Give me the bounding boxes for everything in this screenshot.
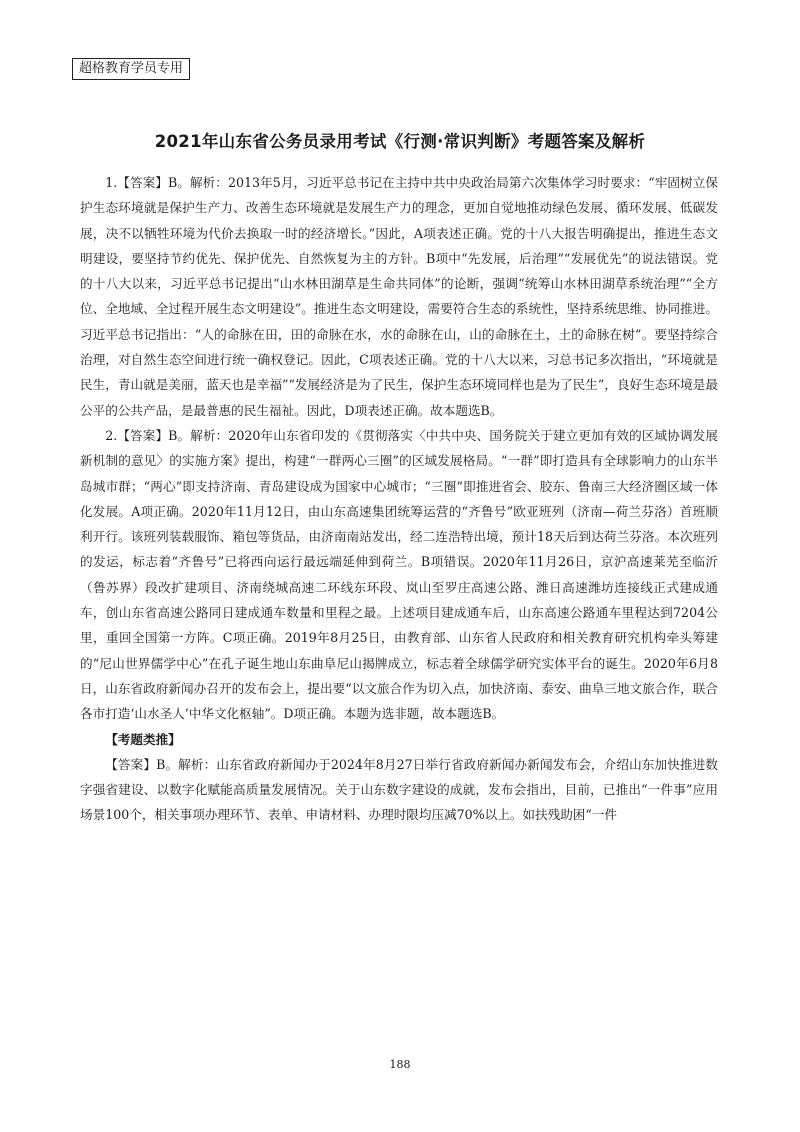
page-title: 2021年山东省公务员录用考试《行测·常识判断》考题答案及解析 <box>154 132 646 151</box>
answer-content <box>80 170 718 828</box>
answer-paragraph-1: 1.【答案】B。解析：2013年5月，习近平总书记在主持中共中央政治局第六次集体学习时要求：“牢固树立保护生态环境就是保护生产力、改善生态环境就是发展生产力的理念，更加自觉地推动绿色发展、循环发展、低碳发展，决不以牺牲环境为代价去换取一时的经济增长。”因此，A项表述正确。党的十八大报告明确提出，推进生态文明建设，要坚持节约优先、保护优先、自然恢复为主的方针。B项中“先发展，后治理”“发展优先”的说法错误。党的十八大以来，习近平总书记提出“山水林田湖草是生命共同体”的论断，强调“统筹山水林田湖草系统治理”“全方位、全地域、全过程开展生态文明建设”。推进生态文明建设，需要符合生态的系统性，坚持系统思维、协同推进。习近平总书记指出：“人的命脉在田，田的命脉在水，水的命脉在山，山的命脉在土，土的命脉在树”。要坚持综合治理，对自然生态空间进行统一确权登记。因此，C项表述正确。党的十八大以来，习总书记多次指出，“环境就是民生，青山就是美丽，蓝天也是幸福”“发展经济是为了民生，保护生态环境同样也是为了民生”，良好生态环境是最公平的公共产品，是最普惠的民生福祉。因此，D项表述正确。故本题选B。 <box>80 175 718 418</box>
page-number: 188 <box>389 1058 411 1071</box>
answer-paragraph-2: 2.【答案】B。解析：2020年山东省印发的《贯彻落实〈中共中央、国务院关于建立更加有效的区域协调发展新机制的意见〉的实施方案》提出，构建“一群两心三圈”的区域发展格局。“一群”即打造具有全球影响力的山东半岛城市群；“两心”即支持济南、青岛建设成为国家中心城市；“三圈”即推进省会、胶东、鲁南三大经济圈区域一体化发展。A项正确。2020年11月12日，由山东高速集团统筹运营的“齐鲁号”欧亚班列（济南—荷兰芬洛）首班顺利开行。该班列装载服饰、箱包等货品，由济南南站发出，经二连浩特出境，预计18天后到达荷兰芬洛。本次班列的发运，标志着“齐鲁号”已将西向运行最远端延伸到荷兰。B项错误。2020年11月26日，京沪高速莱芜至临沂（鲁苏界）段改扩建项目、济南绕城高速二环线东环段、岚山至罗庄高速公路、潍日高速潍坊连接线正式建成通车，创山东省高速公路同日建成通车数量和里程之最。上述项目建成通车后，山东高速公路通车里程达到7204公里，重回全国第一方阵。C项正确。2019年8月25日，由教育部、山东省人民政府和相关教育研究机构牵头筹建的“尼山世界儒学中心”在孔子诞生地山东曲阜尼山揭牌成立，标志着全球儒学研究实体平台的诞生。2020年6月8日，山东省政府新闻办召开的发布会上，提出要“以文旅合作为切入点，加快济南、泰安、曲阜三地文旅合作，联合各市打造‘山水圣人’中华文化枢轴”。D项正确。本题为选非题，故本题选B。 <box>80 427 718 722</box>
answer-paragraph-3: 【答案】B。解析：山东省政府新闻办于2024年8月27日举行省政府新闻办新闻发布会，介绍山东加快推进数字强省建设、以数字化赋能高质量发展情况。关于山东数字建设的成就，发布会指出，目前，已推出“一件事”应用场景100个，相关事项办理环节、表单、申请材料、办理时限均压减70%以上。如扶残助困“一件 <box>80 756 718 823</box>
member-badge: 超格教育学员专用 <box>72 58 190 80</box>
section-heading: 【考题类推】 <box>105 731 181 747</box>
